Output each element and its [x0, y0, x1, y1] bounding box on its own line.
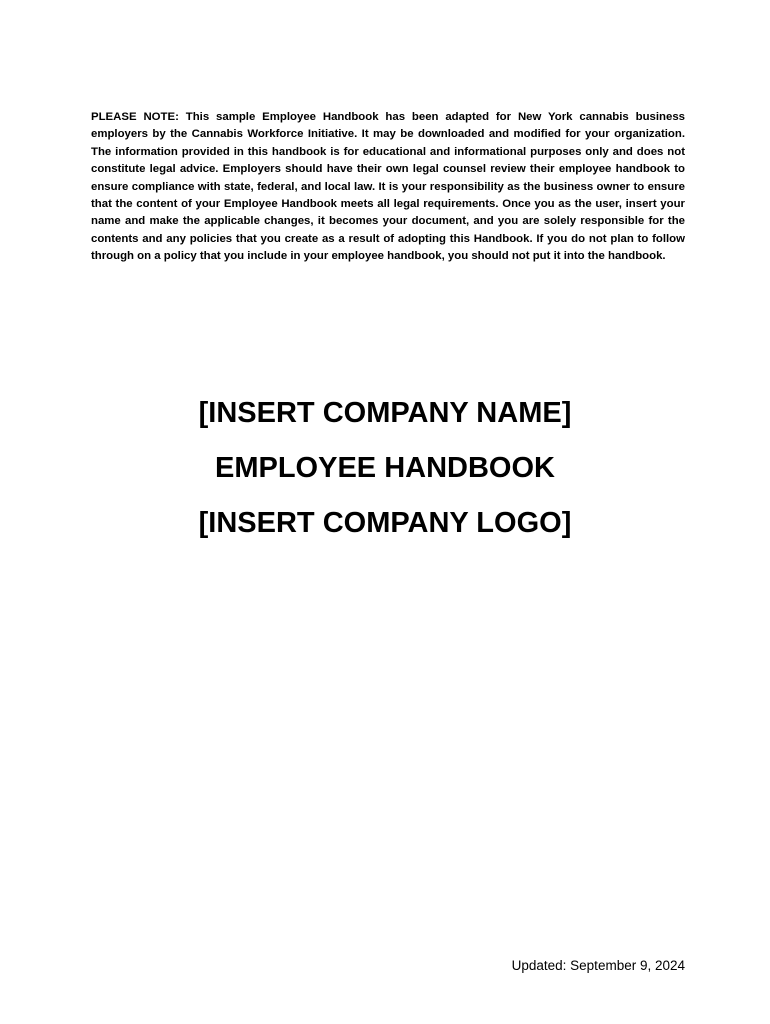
handbook-title: EMPLOYEE HANDBOOK: [215, 452, 555, 484]
disclaimer-notice: [91, 109, 685, 266]
company-name-placeholder: [INSERT COMPANY NAME]: [198, 397, 572, 429]
updated-date: Updated: September 9, 2024: [511, 958, 685, 973]
company-logo-placeholder: [INSERT COMPANY LOGO]: [198, 507, 572, 539]
notice-lead: PLEASE NOTE:: [91, 111, 179, 123]
notice-body: This sample Employee Handbook has been adapted for New York cannabis business employers by the Cannabis Workforce Initiative. It may be downloaded and modified for your organization. The information provided in this handbook is for educational and informational purposes only and does not constitute legal advice. Employers should have their own legal counsel review their employee handbook to ensure compliance with state, federal, and local law. It is your responsibility as the business owner to ensure that the content of your Employee Handbook meets all legal requirements. Once you as the user, insert your name and make the applicable changes, it becomes your document, and you are solely responsible for the contents and any policies that you create as a result of adopting this Handbook. If you do not plan to follow through on a policy that you include in your employee handbook, you should not put it into the handbook.: [91, 111, 685, 263]
